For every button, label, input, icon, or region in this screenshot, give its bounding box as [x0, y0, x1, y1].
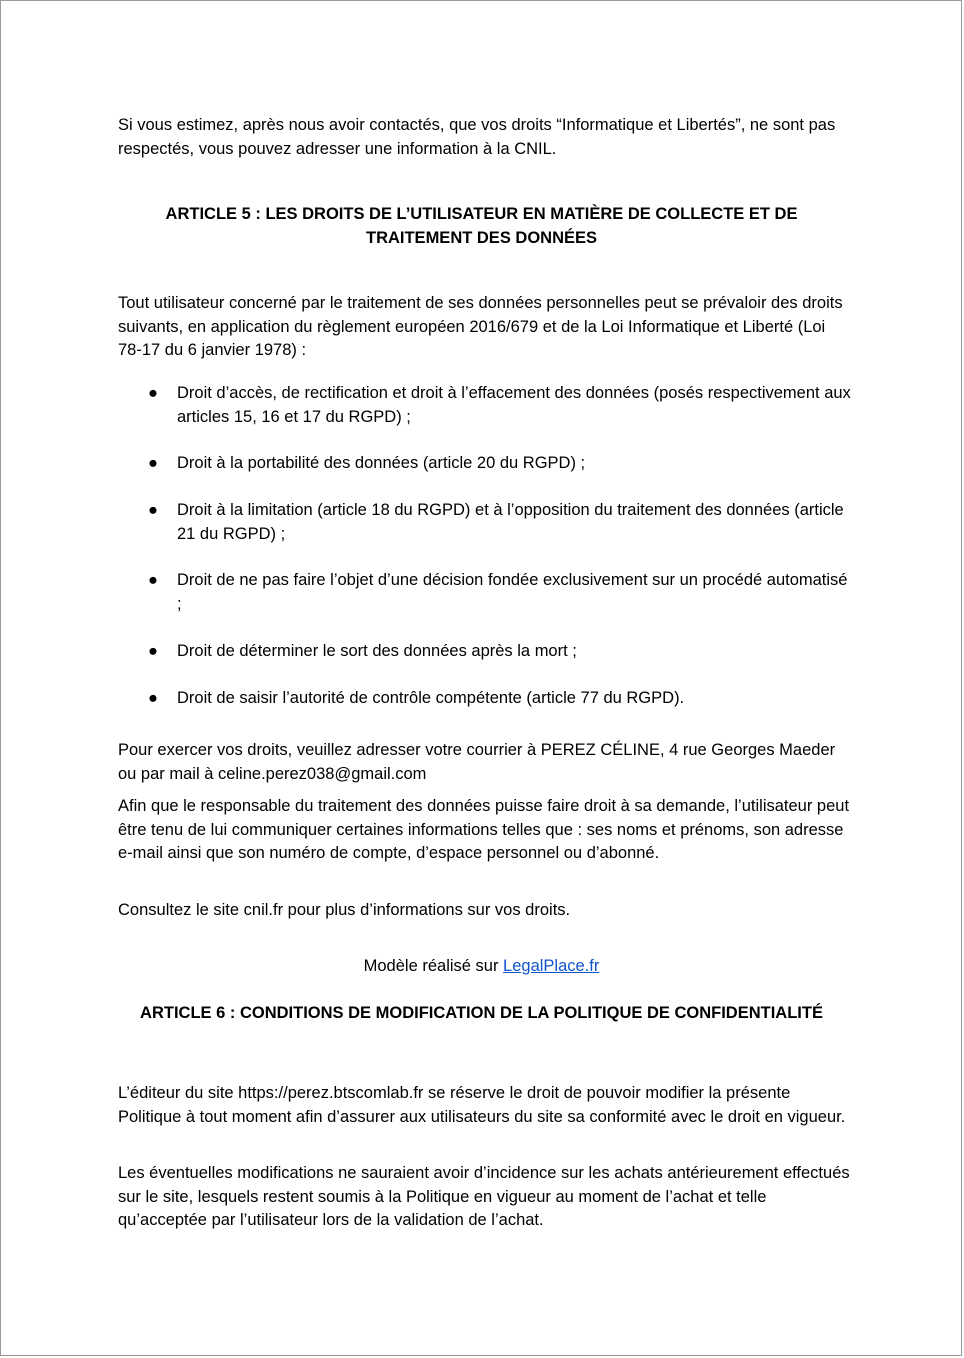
model-credit	[118, 955, 845, 979]
model-credit-prefix: Modèle réalisé sur	[363, 957, 504, 975]
bullet-icon: ●	[148, 642, 158, 660]
legalplace-link[interactable]: LegalPlace.fr	[503, 957, 600, 975]
article-6-heading: ARTICLE 6 : CONDITIONS DE MODIFICATION DE LA POLITIQUE DE CONFIDENTIALITÉ	[140, 1004, 823, 1022]
list-item: Droit de saisir l’autorité de contrôle compétente (article 77 du RGPD).	[177, 689, 685, 707]
list-item: Droit de déterminer le sort des données après la mort ;	[177, 642, 577, 660]
list-item: Droit de ne pas faire l’objet d’une décision fondée exclusivement sur un procédé automatisé ;	[177, 571, 848, 613]
bullet-icon: ●	[148, 501, 158, 519]
bullet-icon: ●	[148, 689, 158, 707]
list-item: Droit d’accès, de rectification et droit à l’effacement des données (posés respectivement aux articles 15, 16 et 17 du RGPD) ;	[177, 384, 851, 426]
list-item: Droit à la limitation (article 18 du RGPD) et à l’opposition du traitement des données (article 21 du RGPD) ;	[177, 501, 844, 543]
information-request-paragraph: Afin que le responsable du traitement des données puisse faire droit à sa demande, l’utilisateur peut être tenu de lui communiquer certaines informations telles que : ses noms et prénoms, son adresse e-mail ainsi que son numéro de compte, d’espace personnel ou d’abonné.	[118, 797, 850, 862]
intro-paragraph: Si vous estimez, après nous avoir contactés, que vos droits “Informatique et Libertés”, ne sont pas respectés, vous pouvez adresser une information à la CNIL.	[118, 116, 836, 158]
bullet-icon: ●	[148, 571, 158, 589]
article-6-paragraph-2: Les éventuelles modifications ne sauraient avoir d’incidence sur les achats antérieurement effectués sur le site, lesquels restent soumis à la Politique en vigueur au moment de l’achat et telle qu’acceptée par l’utilisateur lors de la validation de l’achat.	[118, 1164, 850, 1229]
exercise-rights-paragraph: Pour exercer vos droits, veuillez adresser votre courrier à PEREZ CÉLINE, 4 rue Georges Maeder ou par mail à celine.perez038@gmail.com	[118, 741, 836, 783]
consult-paragraph: Consultez le site cnil.fr pour plus d’informations sur vos droits.	[118, 901, 571, 919]
list-item: Droit à la portabilité des données (article 20 du RGPD) ;	[177, 454, 586, 472]
bullet-icon: ●	[148, 454, 158, 472]
article-5-intro: Tout utilisateur concerné par le traitement de ses données personnelles peut se prévaloir des droits suivants, en application du règlement européen 2016/679 et de la Loi Informatique et Liberté (Loi 78-17 du 6 janvier 1978) :	[118, 294, 843, 359]
article-6-paragraph-1: L’éditeur du site https://perez.btscomlab.fr se réserve le droit de pouvoir modifier la présente Politique à tout moment afin d’assurer aux utilisateurs du site sa conformité avec le droit en vigueur.	[118, 1084, 846, 1126]
article-5-heading: ARTICLE 5 : LES DROITS DE L’UTILISATEUR EN MATIÈRE DE COLLECTE ET DE TRAITEMENT DES DONNÉES	[165, 205, 798, 247]
bullet-icon: ●	[148, 384, 158, 402]
